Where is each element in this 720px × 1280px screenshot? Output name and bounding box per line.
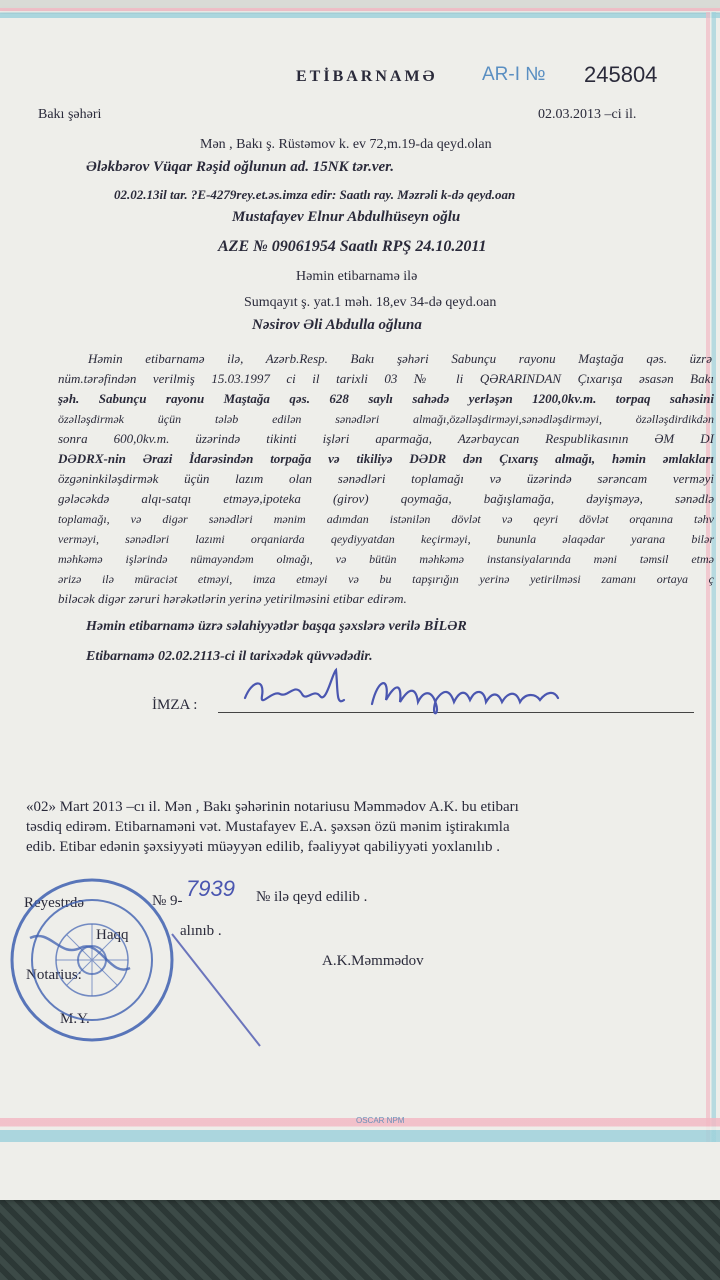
grantor-doc: 02.02.13il tar. ?E-4279rey.et.əs.imza edir: Saatlı ray. Məzrəli k-də qeyd.oan: [114, 187, 516, 202]
signature-label: İMZA :: [152, 697, 198, 713]
paragraph-line: Həmin etibarnamə ilə, Azərb.Resp. Bakı şəhəri Sabunçu rayonu Maştağa qəs. üzrə: [88, 351, 712, 366]
registry-suffix: № ilə qeyd edilib .: [256, 889, 368, 905]
handwritten-signature: [240, 660, 590, 720]
paragraph-line: nüm.tərəfindən verilmiş 15.03.1997 ci il tarixli 03 № li QƏRARINDAN Çıxarışa əsasən Bakı: [58, 371, 714, 386]
footer-mark: OSCAR NPM: [356, 1116, 405, 1125]
paragraph-line: biləcək digər zəruri hərəkətlərin yerinə yetirilməsini etibar edirəm.: [58, 591, 407, 606]
paragraph-line: gələcəkdə alqı-satqı etməyə,ipoteka (girov) qoymağa, bağışlamağa, dəyişməyə, sənədlə: [58, 491, 714, 506]
paragraph-line: sonra 600,0kv.m. üzərində tikinti işləri aparmağa, Azərbaycan Respublikasının ƏM DI: [58, 431, 714, 446]
validity-note: Etibarnamə 02.02.2113-ci il tarixədək qüvvədədir.: [86, 649, 373, 664]
notary-label: Notarius:: [26, 967, 82, 983]
document-title: ETİBARNAMƏ: [296, 68, 438, 85]
notary-line: təsdiq edirəm. Etibarnaməni vət. Mustafayev E.A. şəxsən özü mənim iştirakımla: [26, 819, 510, 835]
paragraph-line: toplamağı, və digər sənədləri mənim adımdan istənilən dövlət və qeyri dövlət orqanına təhv: [58, 512, 714, 526]
notary-name: A.K.Məmmədov: [322, 953, 424, 969]
paragraph-line: verməyi, sənədləri lazımi orqaniarda qeydiyyatdan keçirməyi, bununla əlaqədar yarana bilər: [58, 532, 714, 546]
serial-prefix: AR-I №: [482, 64, 546, 85]
paragraph-line: DƏDRX-nin Ərazi İdarəsindən torpağa və tikiliyə DƏDR dən Çıxarış almağı, həmin əmlakları: [58, 451, 714, 466]
fee-suffix: alınıb .: [180, 923, 222, 939]
notary-line: «02» Mart 2013 –cı il. Mən , Bakı şəhərinin notariusu Məmmədov A.K. bu etibarı: [26, 799, 519, 815]
paragraph-line: şəh. Sabunçu rayonu Maştağa qəs. 628 saylı sahədə yerləşən 1200,0kv.m. torpaq sahəsini: [58, 391, 714, 406]
seal-place: M.Y.: [60, 1011, 90, 1027]
city: Bakı şəhəri: [38, 107, 102, 122]
attorney-name: Nəsirov Əli Abdulla oğluna: [252, 317, 422, 333]
intro-line: Həmin etibarnamə ilə: [296, 269, 418, 284]
registry-number: 7939: [186, 876, 235, 901]
paragraph-line: ərizə ilə müraciət etməyi, imza etməyi və bu tapşırığın yerinə yetirilməsi zamanı ortaya ç: [58, 572, 714, 586]
signer-id: AZE № 09061954 Saatlı RPŞ 24.10.2011: [218, 238, 487, 255]
grantor-name: Ələkbərov Vüqar Rəşid oğlunun ad. 15NK tər.ver.: [86, 159, 394, 175]
notary-stamp-icon: [0, 868, 180, 1048]
authority-note: Həmin etibarnamə üzrə səlahiyyətlər başqa şəxslərə verilə BİLƏR: [86, 619, 467, 634]
background-fabric: [0, 1190, 720, 1280]
fee-label: Haqq: [96, 927, 129, 943]
signer-name: Mustafayev Elnur Abdulhüseyn oğlu: [232, 209, 461, 225]
paragraph-line: məhkəmə işlərində nümayəndəm olmağı, və bütün məhkəmə instansiyalarında məni təmsil etmə: [58, 552, 714, 566]
paragraph-line: özgəninkiləşdirmək üçün lazım olan sənədləri toplamağı və üzərində sərəncam verməyi: [58, 471, 714, 486]
grantor-address: Mən , Bakı ş. Rüstəmov k. ev 72,m.19-da qeyd.olan: [200, 137, 492, 152]
registry-label: Reyestrdə: [24, 895, 84, 911]
decorative-border-top: [0, 8, 720, 18]
notary-line: edib. Etibar edənin şəxsiyyəti müəyyən edilib, fəaliyyət qabiliyyəti yoxlanılıb .: [26, 839, 501, 855]
paragraph-line: özəlləşdirmək üçün tələb edilən sənədləri almağı,özəlləşdirməyi,sənədləşdirməyi, özəlləşdirdikdən: [58, 412, 714, 426]
pen-stroke: [170, 930, 270, 1050]
registry-prefix: № 9-: [152, 893, 183, 909]
attorney-address: Sumqayıt ş. yat.1 məh. 18,ev 34-də qeyd.oan: [244, 295, 497, 310]
serial-number: 245804: [584, 62, 658, 87]
issue-date: 02.03.2013 –ci il.: [538, 107, 637, 122]
